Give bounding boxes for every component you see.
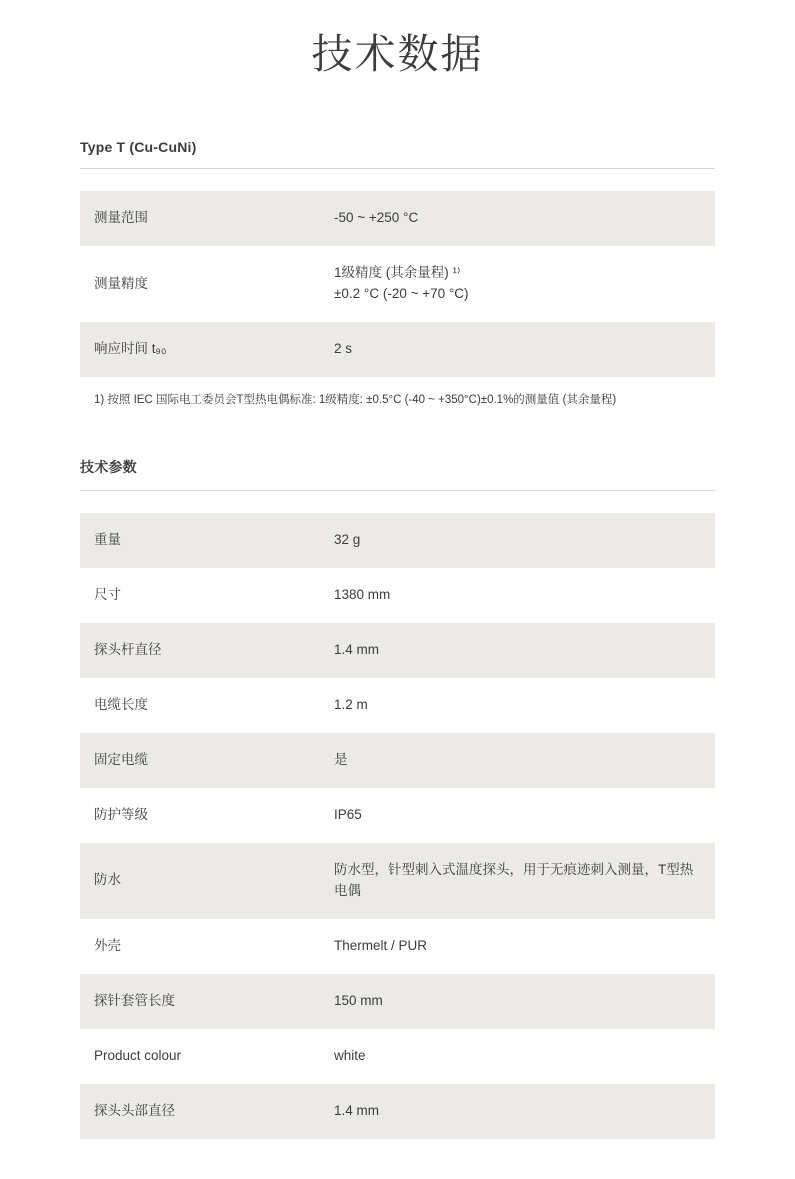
table-row [80, 246, 715, 322]
section-footnote: 1) 按照 IEC 国际电工委员会T型热电偶标准: 1级精度: ±0.5°C (-40 ~ +350°C)±0.1%的测量值 (其余量程) [94, 394, 617, 407]
row-value [318, 246, 715, 322]
row-value: IP65 [334, 807, 362, 823]
table-row [80, 974, 715, 1029]
table-row [80, 919, 715, 974]
section-type-t [80, 139, 715, 409]
row-value [318, 191, 715, 246]
row-label: 响应时间 t₉₀ [80, 322, 318, 377]
technical-data-page [0, 26, 795, 1179]
table-row [80, 678, 715, 733]
row-value: 防水型，针型刺入式温度探头，用于无痕迹刺入测量，T型热电偶 [318, 843, 715, 919]
table-row [80, 623, 715, 678]
row-label: 防水 [80, 843, 318, 919]
row-label: 探头头部直径 [80, 1084, 318, 1139]
table-row [80, 1029, 715, 1084]
row-value-line: 1级精度 (其余量程) ¹⁾ [334, 265, 461, 281]
page-title: 技术数据 [311, 31, 484, 77]
row-label: 重量 [80, 513, 318, 568]
row-label: 探头杆直径 [80, 623, 318, 678]
row-value: 1.4 mm [318, 1084, 715, 1139]
table-row [80, 322, 715, 377]
table-row [80, 733, 715, 788]
row-value: 是 [318, 733, 715, 788]
row-label: Product colour [94, 1047, 182, 1063]
row-label: 探针套管长度 [80, 974, 318, 1029]
table-row [80, 191, 715, 246]
section-heading: 技术参数 [80, 457, 715, 491]
spec-table-type-t [80, 191, 715, 377]
row-value: 1.4 mm [318, 623, 715, 678]
section-heading: Type T (Cu-CuNi) [80, 139, 715, 169]
row-value: Thermelt / PUR [334, 937, 428, 953]
row-label: 测量精度 [94, 275, 148, 291]
row-value-line-2: ±0.2 °C (-20 ~ +70 °C) [334, 286, 469, 302]
row-label: 电缆长度 [94, 697, 148, 713]
row-value-line: 2 s [334, 341, 353, 357]
row-value [318, 322, 715, 377]
row-value: white [334, 1047, 366, 1063]
table-row [80, 1084, 715, 1139]
table-row [80, 788, 715, 843]
row-value: 150 mm [318, 974, 715, 1029]
row-value-line: -50 ~ +250 °C [334, 210, 419, 226]
row-label: 外壳 [94, 937, 121, 953]
content-container [80, 139, 715, 1138]
row-value: 32 g [318, 513, 715, 568]
table-row [80, 568, 715, 623]
table-row [80, 513, 715, 568]
row-value: 1.2 m [334, 697, 368, 713]
spec-table-technical-parameters [80, 513, 715, 1138]
section-technical-parameters [80, 457, 715, 1138]
row-label: 尺寸 [94, 587, 121, 603]
row-value: 1380 mm [334, 587, 391, 603]
row-label: 固定电缆 [80, 733, 318, 788]
row-label: 防护等级 [94, 807, 148, 823]
row-label: 测量范围 [80, 191, 318, 246]
table-row [80, 843, 715, 919]
